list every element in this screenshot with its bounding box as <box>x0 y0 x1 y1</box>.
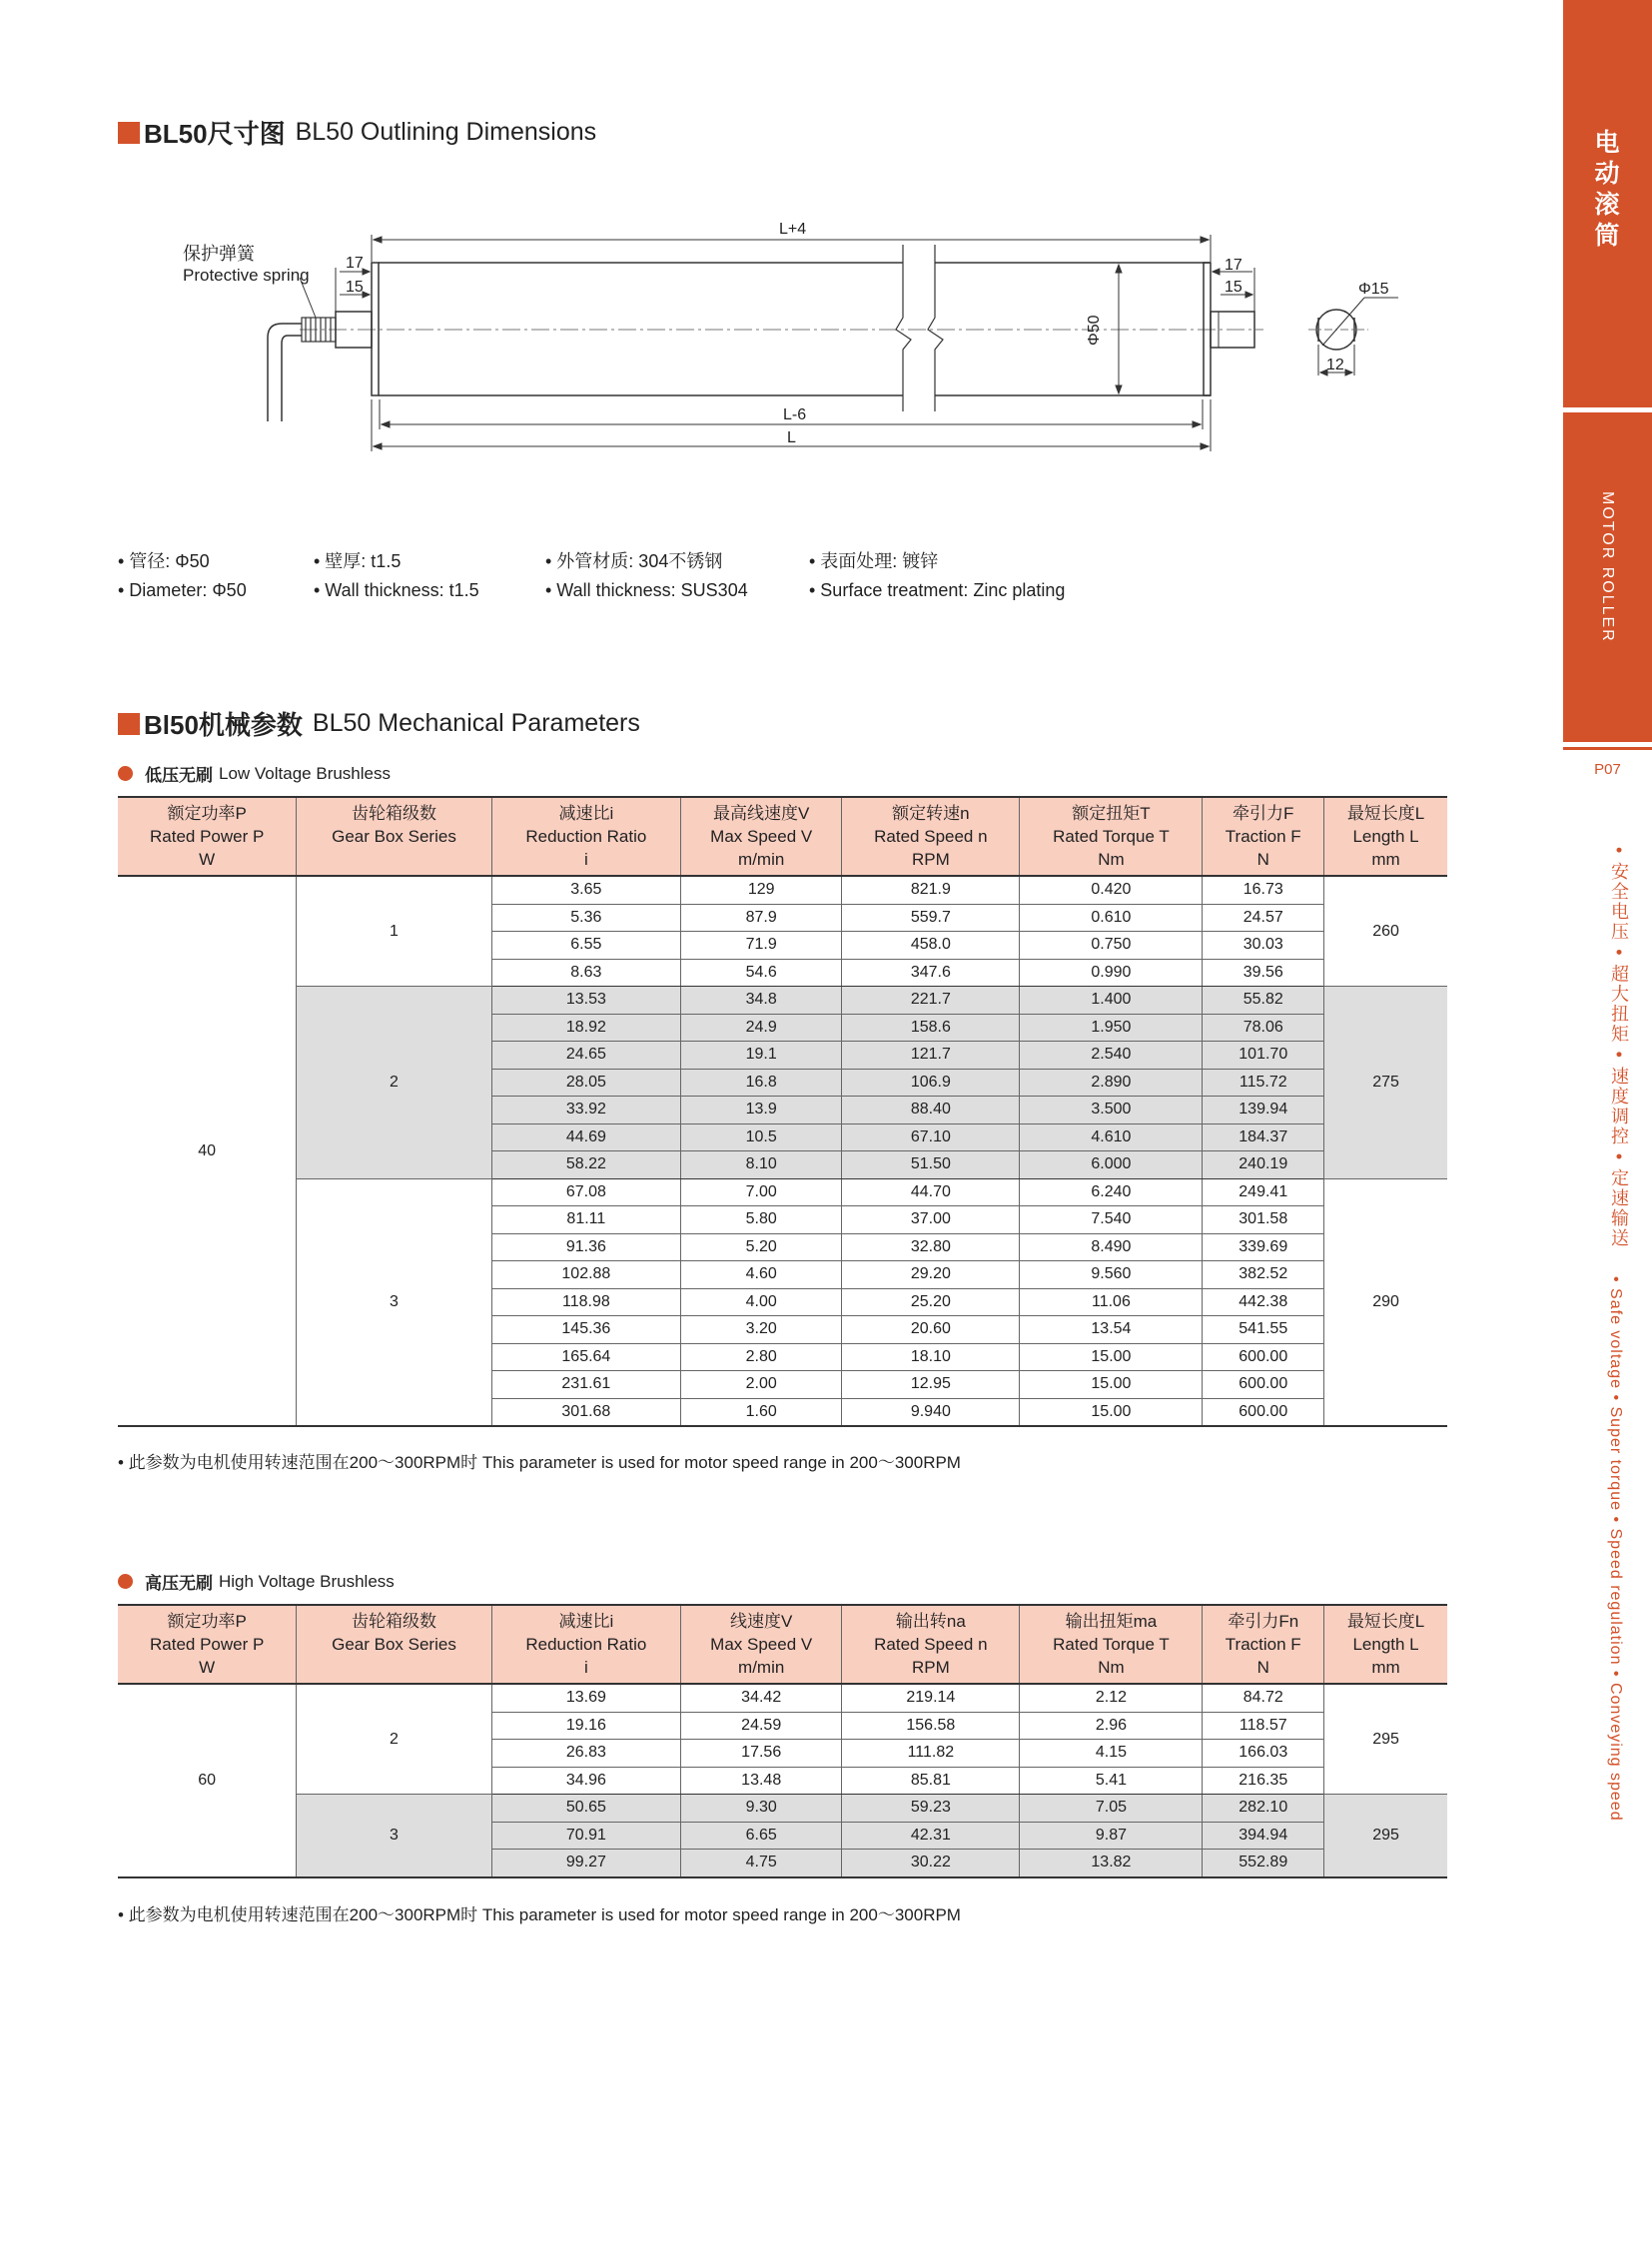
value-cell: 2.540 <box>1020 1042 1203 1070</box>
table-header-cell <box>491 1605 681 1684</box>
value-cell: 8.63 <box>491 959 681 987</box>
value-cell: 19.1 <box>681 1042 842 1070</box>
value-cell: 12.95 <box>842 1371 1020 1399</box>
value-cell: 2.890 <box>1020 1069 1203 1097</box>
value-cell: 13.48 <box>681 1767 842 1795</box>
dim-left-17: 17 <box>346 255 364 272</box>
header-line: 额定功率P <box>167 804 247 823</box>
value-cell: 184.37 <box>1203 1123 1324 1151</box>
header-line: 减速比i <box>558 1612 614 1631</box>
table-header-cell <box>681 797 842 876</box>
value-cell: 559.7 <box>842 904 1020 932</box>
value-cell: 81.11 <box>491 1206 681 1234</box>
value-cell: 55.82 <box>1203 987 1324 1015</box>
header-line: 最短长度L <box>1346 1612 1425 1631</box>
value-cell: 9.560 <box>1020 1261 1203 1289</box>
value-cell: 458.0 <box>842 932 1020 960</box>
value-cell: 88.40 <box>842 1097 1020 1124</box>
dim-l-plus-4: L+4 <box>779 221 807 238</box>
header-line: RPM <box>911 1658 950 1677</box>
bullet-dot-icon <box>118 766 133 781</box>
header-line: m/min <box>738 850 785 869</box>
value-cell: 34.96 <box>491 1767 681 1795</box>
value-cell: 102.88 <box>491 1261 681 1289</box>
header-line: W <box>199 1658 216 1677</box>
header-line: 齿轮箱级数 <box>351 804 436 823</box>
value-cell: 158.6 <box>842 1014 1020 1042</box>
value-cell: 600.00 <box>1203 1371 1324 1399</box>
value-cell: 111.82 <box>842 1740 1020 1768</box>
table-header-cell <box>842 1605 1020 1684</box>
header-line: Max Speed V <box>710 827 813 846</box>
table-header-cell <box>1020 797 1203 876</box>
table-header-cell <box>681 1605 842 1684</box>
value-cell: 6.65 <box>681 1822 842 1850</box>
value-cell: 24.57 <box>1203 904 1324 932</box>
value-cell: 18.92 <box>491 1014 681 1042</box>
header-line: 额定扭矩T <box>1072 804 1151 823</box>
value-cell: 67.08 <box>491 1178 681 1206</box>
header-line: Rated Speed n <box>874 827 988 846</box>
value-cell: 84.72 <box>1203 1684 1324 1712</box>
value-cell: 301.68 <box>491 1398 681 1426</box>
header-line: W <box>199 850 216 869</box>
value-cell: 7.00 <box>681 1178 842 1206</box>
dim-right-17: 17 <box>1225 257 1242 274</box>
table-header-row <box>118 1605 1447 1684</box>
bullet-dot-icon <box>118 1574 133 1589</box>
value-cell: 70.91 <box>491 1822 681 1850</box>
value-cell: 9.940 <box>842 1398 1020 1426</box>
length-cell: 260 <box>1324 876 1447 987</box>
value-cell: 231.61 <box>491 1371 681 1399</box>
value-cell: 221.7 <box>842 987 1020 1015</box>
sidebar-cn-char: 滚 <box>1594 191 1621 219</box>
header-line: 牵引力F <box>1233 804 1294 823</box>
value-cell: 4.75 <box>681 1850 842 1877</box>
value-cell: 37.00 <box>842 1206 1020 1234</box>
table-header-cell <box>1324 1605 1447 1684</box>
value-cell: 249.41 <box>1203 1178 1324 1206</box>
value-cell: 5.41 <box>1020 1767 1203 1795</box>
value-cell: 16.8 <box>681 1069 842 1097</box>
value-cell: 13.69 <box>491 1684 681 1712</box>
value-cell: 28.05 <box>491 1069 681 1097</box>
sidebar-cn-char: 电 <box>1594 129 1621 157</box>
value-cell: 541.55 <box>1203 1316 1324 1344</box>
value-cell: 19.16 <box>491 1712 681 1740</box>
spec-wall-en: • Wall thickness: t1.5 <box>314 580 479 600</box>
power-cell: 60 <box>118 1684 297 1877</box>
sidebar-features-cn: • 安全电压 • 超大扭矩 • 速度调控 • 定速输送 <box>1609 847 1629 1249</box>
gear-cell: 1 <box>297 876 491 987</box>
header-line: Nm <box>1098 1658 1125 1677</box>
value-cell: 145.36 <box>491 1316 681 1344</box>
table-row <box>118 1795 1447 1823</box>
value-cell: 0.750 <box>1020 932 1203 960</box>
value-cell: 59.23 <box>842 1795 1020 1823</box>
length-cell: 275 <box>1324 987 1447 1179</box>
value-cell: 34.8 <box>681 987 842 1015</box>
value-cell: 442.38 <box>1203 1288 1324 1316</box>
value-cell: 50.65 <box>491 1795 681 1823</box>
table-header-cell <box>118 797 297 876</box>
value-cell: 3.500 <box>1020 1097 1203 1124</box>
value-cell: 10.5 <box>681 1123 842 1151</box>
length-cell: 295 <box>1324 1795 1447 1877</box>
header-line: Traction F <box>1225 1635 1301 1654</box>
header-line: RPM <box>911 850 950 869</box>
sidebar-cn-char: 动 <box>1594 160 1621 188</box>
value-cell: 11.06 <box>1020 1288 1203 1316</box>
value-cell: 156.58 <box>842 1712 1020 1740</box>
value-cell: 118.57 <box>1203 1712 1324 1740</box>
header-line: Rated Torque T <box>1053 827 1170 846</box>
value-cell: 821.9 <box>842 876 1020 904</box>
spec-pipe-cn: • 管径: Φ50 <box>118 551 210 571</box>
value-cell: 24.59 <box>681 1712 842 1740</box>
table-row <box>118 987 1447 1015</box>
value-cell: 6.240 <box>1020 1178 1203 1206</box>
value-cell: 30.22 <box>842 1850 1020 1877</box>
header-line: Gear Box Series <box>332 827 456 846</box>
header-line: 输出扭矩ma <box>1065 1612 1158 1631</box>
header-line: Length L <box>1352 1635 1419 1654</box>
header-line: Rated Torque T <box>1053 1635 1170 1654</box>
header-line: 最短长度L <box>1346 804 1425 823</box>
value-cell: 219.14 <box>842 1684 1020 1712</box>
value-cell: 7.05 <box>1020 1795 1203 1823</box>
header-line: Max Speed V <box>710 1635 813 1654</box>
header-line <box>299 848 488 871</box>
spec-material-en: • Wall thickness: SUS304 <box>545 580 748 600</box>
value-cell: 4.610 <box>1020 1123 1203 1151</box>
value-cell: 2.96 <box>1020 1712 1203 1740</box>
value-cell: 91.36 <box>491 1233 681 1261</box>
header-line: 齿轮箱级数 <box>351 1612 436 1631</box>
table-header-cell <box>118 1605 297 1684</box>
dim-l-minus-6: L-6 <box>783 406 807 423</box>
value-cell: 5.20 <box>681 1233 842 1261</box>
header-line: 减速比i <box>558 804 614 823</box>
section-title-en: BL50 Outlining Dimensions <box>295 118 597 146</box>
value-cell: 6.000 <box>1020 1151 1203 1179</box>
table-header-cell <box>1020 1605 1203 1684</box>
header-line: 额定转速n <box>892 804 970 823</box>
value-cell: 24.65 <box>491 1042 681 1070</box>
value-cell: 9.30 <box>681 1795 842 1823</box>
sidebar-en-title: MOTOR ROLLER <box>1599 491 1616 643</box>
header-line: Rated Power P <box>150 827 265 846</box>
value-cell: 71.9 <box>681 932 842 960</box>
value-cell: 115.72 <box>1203 1069 1324 1097</box>
spec-pipe-en: • Diameter: Φ50 <box>118 580 247 600</box>
value-cell: 0.610 <box>1020 904 1203 932</box>
value-cell: 394.94 <box>1203 1822 1324 1850</box>
value-cell: 33.92 <box>491 1097 681 1124</box>
header-line: N <box>1256 1658 1269 1677</box>
value-cell: 129 <box>681 876 842 904</box>
power-cell: 40 <box>118 876 297 1426</box>
value-cell: 87.9 <box>681 904 842 932</box>
value-cell: 16.73 <box>1203 876 1324 904</box>
value-cell: 30.03 <box>1203 932 1324 960</box>
header-line: 输出转na <box>895 1612 966 1631</box>
value-cell: 382.52 <box>1203 1261 1324 1289</box>
table-header-cell <box>1324 797 1447 876</box>
low-voltage-note: • 此参数为电机使用转速范围在200～300RPM时 This parameter is used for motor speed range in 200～300RPM <box>118 1453 961 1472</box>
value-cell: 339.69 <box>1203 1233 1324 1261</box>
header-line: i <box>583 850 588 869</box>
section-title-cn: Bl50机械参数 <box>144 710 303 740</box>
value-cell: 85.81 <box>842 1767 1020 1795</box>
header-line: Traction F <box>1225 827 1301 846</box>
dim-left-15: 15 <box>346 279 364 296</box>
value-cell: 118.98 <box>491 1288 681 1316</box>
value-cell: 166.03 <box>1203 1740 1324 1768</box>
dim-phi50: Φ50 <box>1086 315 1103 346</box>
value-cell: 26.83 <box>491 1740 681 1768</box>
table-row <box>118 1684 1447 1712</box>
subheading-en: Low Voltage Brushless <box>219 763 391 783</box>
page-number: P07 <box>1594 761 1621 778</box>
value-cell: 54.6 <box>681 959 842 987</box>
value-cell: 29.20 <box>842 1261 1020 1289</box>
subheading-cn: 低压无刷 <box>145 766 213 785</box>
value-cell: 25.20 <box>842 1288 1020 1316</box>
gear-cell: 2 <box>297 1684 491 1795</box>
value-cell: 15.00 <box>1020 1371 1203 1399</box>
value-cell: 18.10 <box>842 1343 1020 1371</box>
value-cell: 4.60 <box>681 1261 842 1289</box>
section-heading-parameters <box>118 705 640 742</box>
value-cell: 2.80 <box>681 1343 842 1371</box>
value-cell: 0.420 <box>1020 876 1203 904</box>
value-cell: 121.7 <box>842 1042 1020 1070</box>
value-cell: 347.6 <box>842 959 1020 987</box>
sidebar-cn-title <box>1563 128 1652 252</box>
sidebar-divider <box>1563 747 1652 750</box>
spec-material-cn: • 外管材质: 304不锈钢 <box>545 551 723 571</box>
sidebar-cn-char: 筒 <box>1594 222 1621 250</box>
low-voltage-table <box>118 796 1447 1427</box>
value-cell: 20.60 <box>842 1316 1020 1344</box>
value-cell: 34.42 <box>681 1684 842 1712</box>
table-header-cell <box>491 797 681 876</box>
value-cell: 13.53 <box>491 987 681 1015</box>
value-cell: 4.00 <box>681 1288 842 1316</box>
high-voltage-table <box>118 1604 1447 1878</box>
value-cell: 0.990 <box>1020 959 1203 987</box>
spec-surface-cn: • 表面处理: 镀锌 <box>809 551 939 571</box>
header-line: 额定功率P <box>167 1612 247 1631</box>
table-header-cell <box>297 1605 491 1684</box>
dim-l: L <box>787 429 796 446</box>
value-cell: 2.00 <box>681 1371 842 1399</box>
value-cell: 24.9 <box>681 1014 842 1042</box>
value-cell: 58.22 <box>491 1151 681 1179</box>
spring-label-cn: 保护弹簧 <box>183 244 255 264</box>
value-cell: 17.56 <box>681 1740 842 1768</box>
header-line: 牵引力Fn <box>1228 1612 1299 1631</box>
value-cell: 240.19 <box>1203 1151 1324 1179</box>
heading-square-icon <box>118 713 140 735</box>
header-line: Reduction Ratio <box>525 827 647 846</box>
value-cell: 101.70 <box>1203 1042 1324 1070</box>
gear-cell: 3 <box>297 1795 491 1877</box>
header-line: 线速度V <box>730 1612 793 1631</box>
value-cell: 99.27 <box>491 1850 681 1877</box>
dim-phi15: Φ15 <box>1358 281 1389 298</box>
header-line: N <box>1256 850 1269 869</box>
table-header-cell <box>297 797 491 876</box>
header-line: mm <box>1371 850 1400 869</box>
value-cell: 6.55 <box>491 932 681 960</box>
header-line: Nm <box>1098 850 1125 869</box>
table-header-cell <box>842 797 1020 876</box>
header-line: Rated Power P <box>150 1635 265 1654</box>
dim-12: 12 <box>1326 357 1344 374</box>
value-cell: 1.400 <box>1020 987 1203 1015</box>
header-line: Reduction Ratio <box>525 1635 647 1654</box>
gear-cell: 3 <box>297 1178 491 1426</box>
value-cell: 39.56 <box>1203 959 1324 987</box>
length-cell: 290 <box>1324 1178 1447 1426</box>
sidebar-features-en: • Safe voltage • Super torque • Speed regulation • Conveying speed <box>1607 1276 1624 1822</box>
value-cell: 5.80 <box>681 1206 842 1234</box>
value-cell: 15.00 <box>1020 1343 1203 1371</box>
dim-right-15: 15 <box>1225 279 1242 296</box>
value-cell: 67.10 <box>842 1123 1020 1151</box>
length-cell: 295 <box>1324 1684 1447 1795</box>
spec-wall-cn: • 壁厚: t1.5 <box>314 551 402 571</box>
header-line: i <box>583 1658 588 1677</box>
subheading-low-voltage <box>118 761 391 786</box>
table-header-row <box>118 797 1447 876</box>
value-cell: 2.12 <box>1020 1684 1203 1712</box>
table-row <box>118 876 1447 904</box>
table-row <box>118 1178 1447 1206</box>
value-cell: 165.64 <box>491 1343 681 1371</box>
value-cell: 8.10 <box>681 1151 842 1179</box>
header-line: m/min <box>738 1658 785 1677</box>
table-header-cell <box>1203 1605 1324 1684</box>
value-cell: 139.94 <box>1203 1097 1324 1124</box>
subheading-en: High Voltage Brushless <box>219 1571 395 1591</box>
header-line: 最高线速度V <box>713 804 810 823</box>
value-cell: 51.50 <box>842 1151 1020 1179</box>
header-line: Gear Box Series <box>332 1635 456 1654</box>
value-cell: 7.540 <box>1020 1206 1203 1234</box>
header-line: mm <box>1371 1658 1400 1677</box>
outline-dimension-drawing <box>0 0 1498 479</box>
value-cell: 552.89 <box>1203 1850 1324 1877</box>
section-title-en: BL50 Mechanical Parameters <box>312 709 640 737</box>
value-cell: 216.35 <box>1203 1767 1324 1795</box>
value-cell: 282.10 <box>1203 1795 1324 1823</box>
value-cell: 600.00 <box>1203 1343 1324 1371</box>
value-cell: 13.54 <box>1020 1316 1203 1344</box>
value-cell: 5.36 <box>491 904 681 932</box>
table-header-cell <box>1203 797 1324 876</box>
spring-label-en: Protective spring <box>183 266 310 285</box>
value-cell: 13.82 <box>1020 1850 1203 1877</box>
value-cell: 32.80 <box>842 1233 1020 1261</box>
value-cell: 1.60 <box>681 1398 842 1426</box>
section-title-cn: BL50尺寸图 <box>144 119 286 149</box>
value-cell: 15.00 <box>1020 1398 1203 1426</box>
header-line <box>299 1656 488 1679</box>
value-cell: 42.31 <box>842 1822 1020 1850</box>
value-cell: 4.15 <box>1020 1740 1203 1768</box>
value-cell: 600.00 <box>1203 1398 1324 1426</box>
subheading-high-voltage <box>118 1569 395 1594</box>
value-cell: 13.9 <box>681 1097 842 1124</box>
value-cell: 8.490 <box>1020 1233 1203 1261</box>
value-cell: 3.65 <box>491 876 681 904</box>
value-cell: 106.9 <box>842 1069 1020 1097</box>
value-cell: 44.70 <box>842 1178 1020 1206</box>
high-voltage-note: • 此参数为电机使用转速范围在200～300RPM时 This parameter is used for motor speed range in 200～300RPM <box>118 1905 961 1924</box>
value-cell: 78.06 <box>1203 1014 1324 1042</box>
subheading-cn: 高压无刷 <box>145 1574 213 1593</box>
header-line: Length L <box>1352 827 1419 846</box>
value-cell: 44.69 <box>491 1123 681 1151</box>
spec-surface-en: • Surface treatment: Zinc plating <box>809 580 1066 600</box>
value-cell: 3.20 <box>681 1316 842 1344</box>
value-cell: 1.950 <box>1020 1014 1203 1042</box>
gear-cell: 2 <box>297 987 491 1179</box>
value-cell: 301.58 <box>1203 1206 1324 1234</box>
value-cell: 9.87 <box>1020 1822 1203 1850</box>
header-line: Rated Speed n <box>874 1635 988 1654</box>
